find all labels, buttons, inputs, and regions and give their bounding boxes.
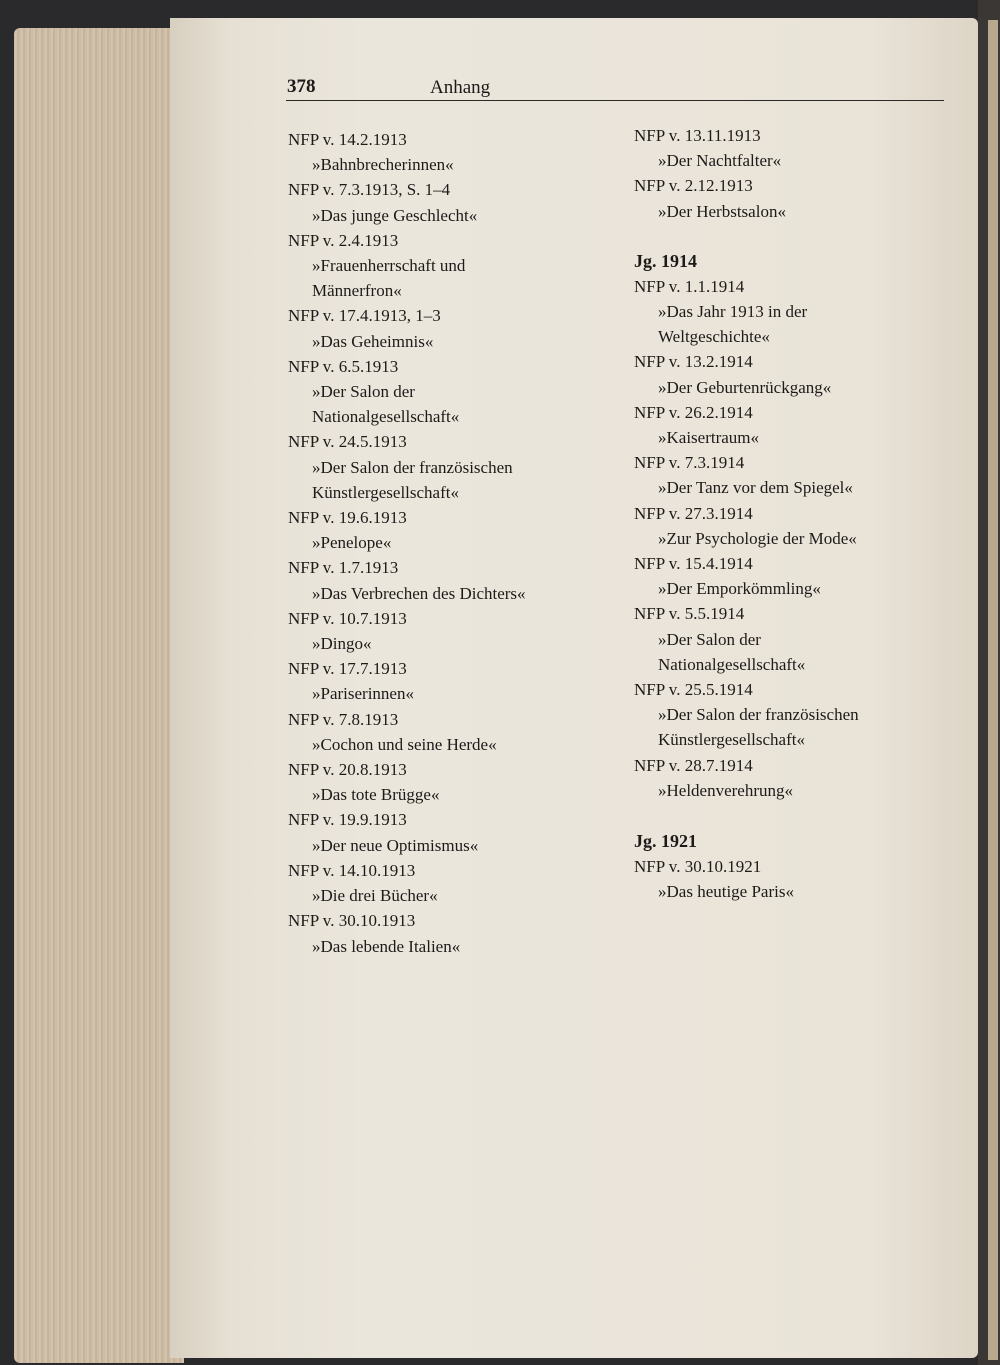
entry-title-line: »Das Jahr 1913 in der	[658, 302, 808, 322]
entry-reference: NFP v. 1.1.1914	[634, 276, 745, 296]
running-header: Anhang	[430, 77, 491, 98]
entry-reference: NFP v. 24.5.1913	[288, 432, 407, 452]
entry-reference: NFP v. 25.5.1914	[634, 680, 753, 700]
list-item	[288, 858, 598, 908]
entry-title: »Dingo«	[312, 634, 372, 654]
entry-reference: NFP v. 15.4.1914	[634, 554, 753, 574]
list-item	[288, 656, 598, 706]
entry-reference: NFP v. 7.3.1914	[634, 453, 745, 473]
entry-title-line: »Der Salon der französischen	[312, 457, 513, 477]
list-item	[288, 606, 598, 656]
entry-title: »Das Geheimnis«	[312, 331, 434, 351]
entry-title: »Heldenverehrung«	[658, 780, 794, 800]
entry-title: »Das heutige Paris«	[658, 882, 794, 902]
entry-title-line: »Frauenherrschaft und	[312, 256, 466, 276]
entry-reference: NFP v. 27.3.1914	[634, 503, 753, 523]
entry-title: »Kaisertraum«	[658, 428, 760, 448]
list-item	[634, 123, 934, 173]
entry-title-line: Weltgeschichte«	[658, 327, 770, 347]
list-item	[634, 349, 934, 399]
entry-title: »Das lebende Italien«	[312, 936, 461, 956]
left-column	[288, 127, 598, 959]
entry-title-line: Künstlergesellschaft«	[312, 482, 459, 502]
entry-reference: NFP v. 20.8.1913	[288, 760, 407, 780]
list-item	[634, 854, 934, 904]
list-item	[288, 908, 598, 958]
entry-title-line: »Der Salon der französischen	[658, 705, 859, 725]
entry-reference: NFP v. 10.7.1913	[288, 608, 407, 628]
list-item	[288, 127, 598, 177]
entry-title: »Das junge Geschlecht«	[312, 205, 478, 225]
entry-title: »Die drei Bücher«	[312, 886, 438, 906]
list-item	[634, 501, 934, 551]
entry-title: »Das tote Brügge«	[312, 785, 440, 805]
entry-title: »Penelope«	[312, 533, 392, 553]
entry-title-line: Männerfron«	[312, 281, 402, 301]
list-item	[634, 677, 934, 753]
entry-reference: NFP v. 19.9.1913	[288, 810, 407, 830]
list-item	[288, 177, 598, 227]
entry-reference: NFP v. 26.2.1914	[634, 402, 753, 422]
list-item	[288, 555, 598, 605]
entry-reference: NFP v. 13.11.1913	[634, 126, 761, 145]
list-item	[288, 757, 598, 807]
entry-title: »Cochon und seine Herde«	[312, 734, 497, 754]
entry-reference: NFP v. 13.2.1914	[634, 352, 753, 372]
entry-title-line: »Der Salon der	[658, 629, 761, 649]
list-item	[288, 429, 598, 505]
entry-title: »Der Herbstsalon«	[658, 201, 786, 221]
right-column	[634, 123, 934, 904]
entry-reference: NFP v. 2.12.1913	[634, 176, 753, 196]
entry-title: »Der Nachtfalter«	[658, 151, 782, 171]
list-item	[634, 274, 934, 350]
entry-reference: NFP v. 7.8.1913	[288, 709, 399, 729]
spacer	[634, 803, 934, 829]
entry-reference: NFP v. 19.6.1913	[288, 508, 407, 528]
entry-reference: NFP v. 14.2.1913	[288, 130, 407, 149]
entry-reference: NFP v. 1.7.1913	[288, 558, 399, 578]
list-item	[634, 601, 934, 677]
entry-title: »Das Verbrechen des Dichters«	[312, 583, 526, 603]
entry-reference: NFP v. 2.4.1913	[288, 230, 399, 250]
entry-reference: NFP v. 5.5.1914	[634, 604, 745, 624]
entry-reference: NFP v. 30.10.1913	[288, 911, 416, 931]
entry-title: »Der Geburtenrückgang«	[658, 377, 832, 397]
page-number: 378	[287, 76, 316, 97]
entry-reference: NFP v. 17.7.1913	[288, 659, 407, 679]
year-heading: Jg. 1914	[634, 250, 697, 271]
entry-title-line: Nationalgesellschaft«	[312, 407, 460, 427]
entry-title: »Der Tanz vor dem Spiegel«	[658, 478, 853, 498]
entry-reference: NFP v. 30.10.1921	[634, 857, 762, 877]
entry-reference: NFP v. 7.3.1913, S. 1–4	[288, 180, 451, 200]
spacer	[634, 224, 934, 249]
list-item	[288, 303, 598, 353]
entry-title-line: Nationalgesellschaft«	[658, 654, 806, 674]
list-item	[634, 450, 934, 500]
entry-title: »Pariserinnen«	[312, 684, 414, 704]
entry-title-line: »Der Salon der	[312, 382, 415, 402]
facing-page-edge	[988, 20, 998, 1360]
entry-title: »Der Emporkömmling«	[658, 579, 821, 599]
list-item	[634, 551, 934, 601]
list-item	[288, 228, 598, 304]
entry-title: »Bahnbrecherinnen«	[312, 155, 454, 175]
entry-reference: NFP v. 14.10.1913	[288, 860, 416, 880]
entry-reference: NFP v. 28.7.1914	[634, 755, 753, 775]
entry-title: »Der neue Optimismus«	[312, 835, 479, 855]
list-item	[288, 505, 598, 555]
header-rule	[286, 100, 944, 101]
list-item	[634, 400, 934, 450]
list-item	[288, 807, 598, 857]
list-item	[288, 354, 598, 430]
entry-title: »Zur Psychologie der Mode«	[658, 528, 857, 548]
entry-reference: NFP v. 6.5.1913	[288, 356, 399, 376]
entry-title-line: Künstlergesellschaft«	[658, 730, 805, 750]
list-item	[634, 753, 934, 803]
book-page-edges	[14, 28, 184, 1363]
year-heading: Jg. 1921	[634, 831, 697, 852]
entry-reference: NFP v. 17.4.1913, 1–3	[288, 306, 441, 326]
list-item	[288, 707, 598, 757]
list-item	[634, 173, 934, 223]
